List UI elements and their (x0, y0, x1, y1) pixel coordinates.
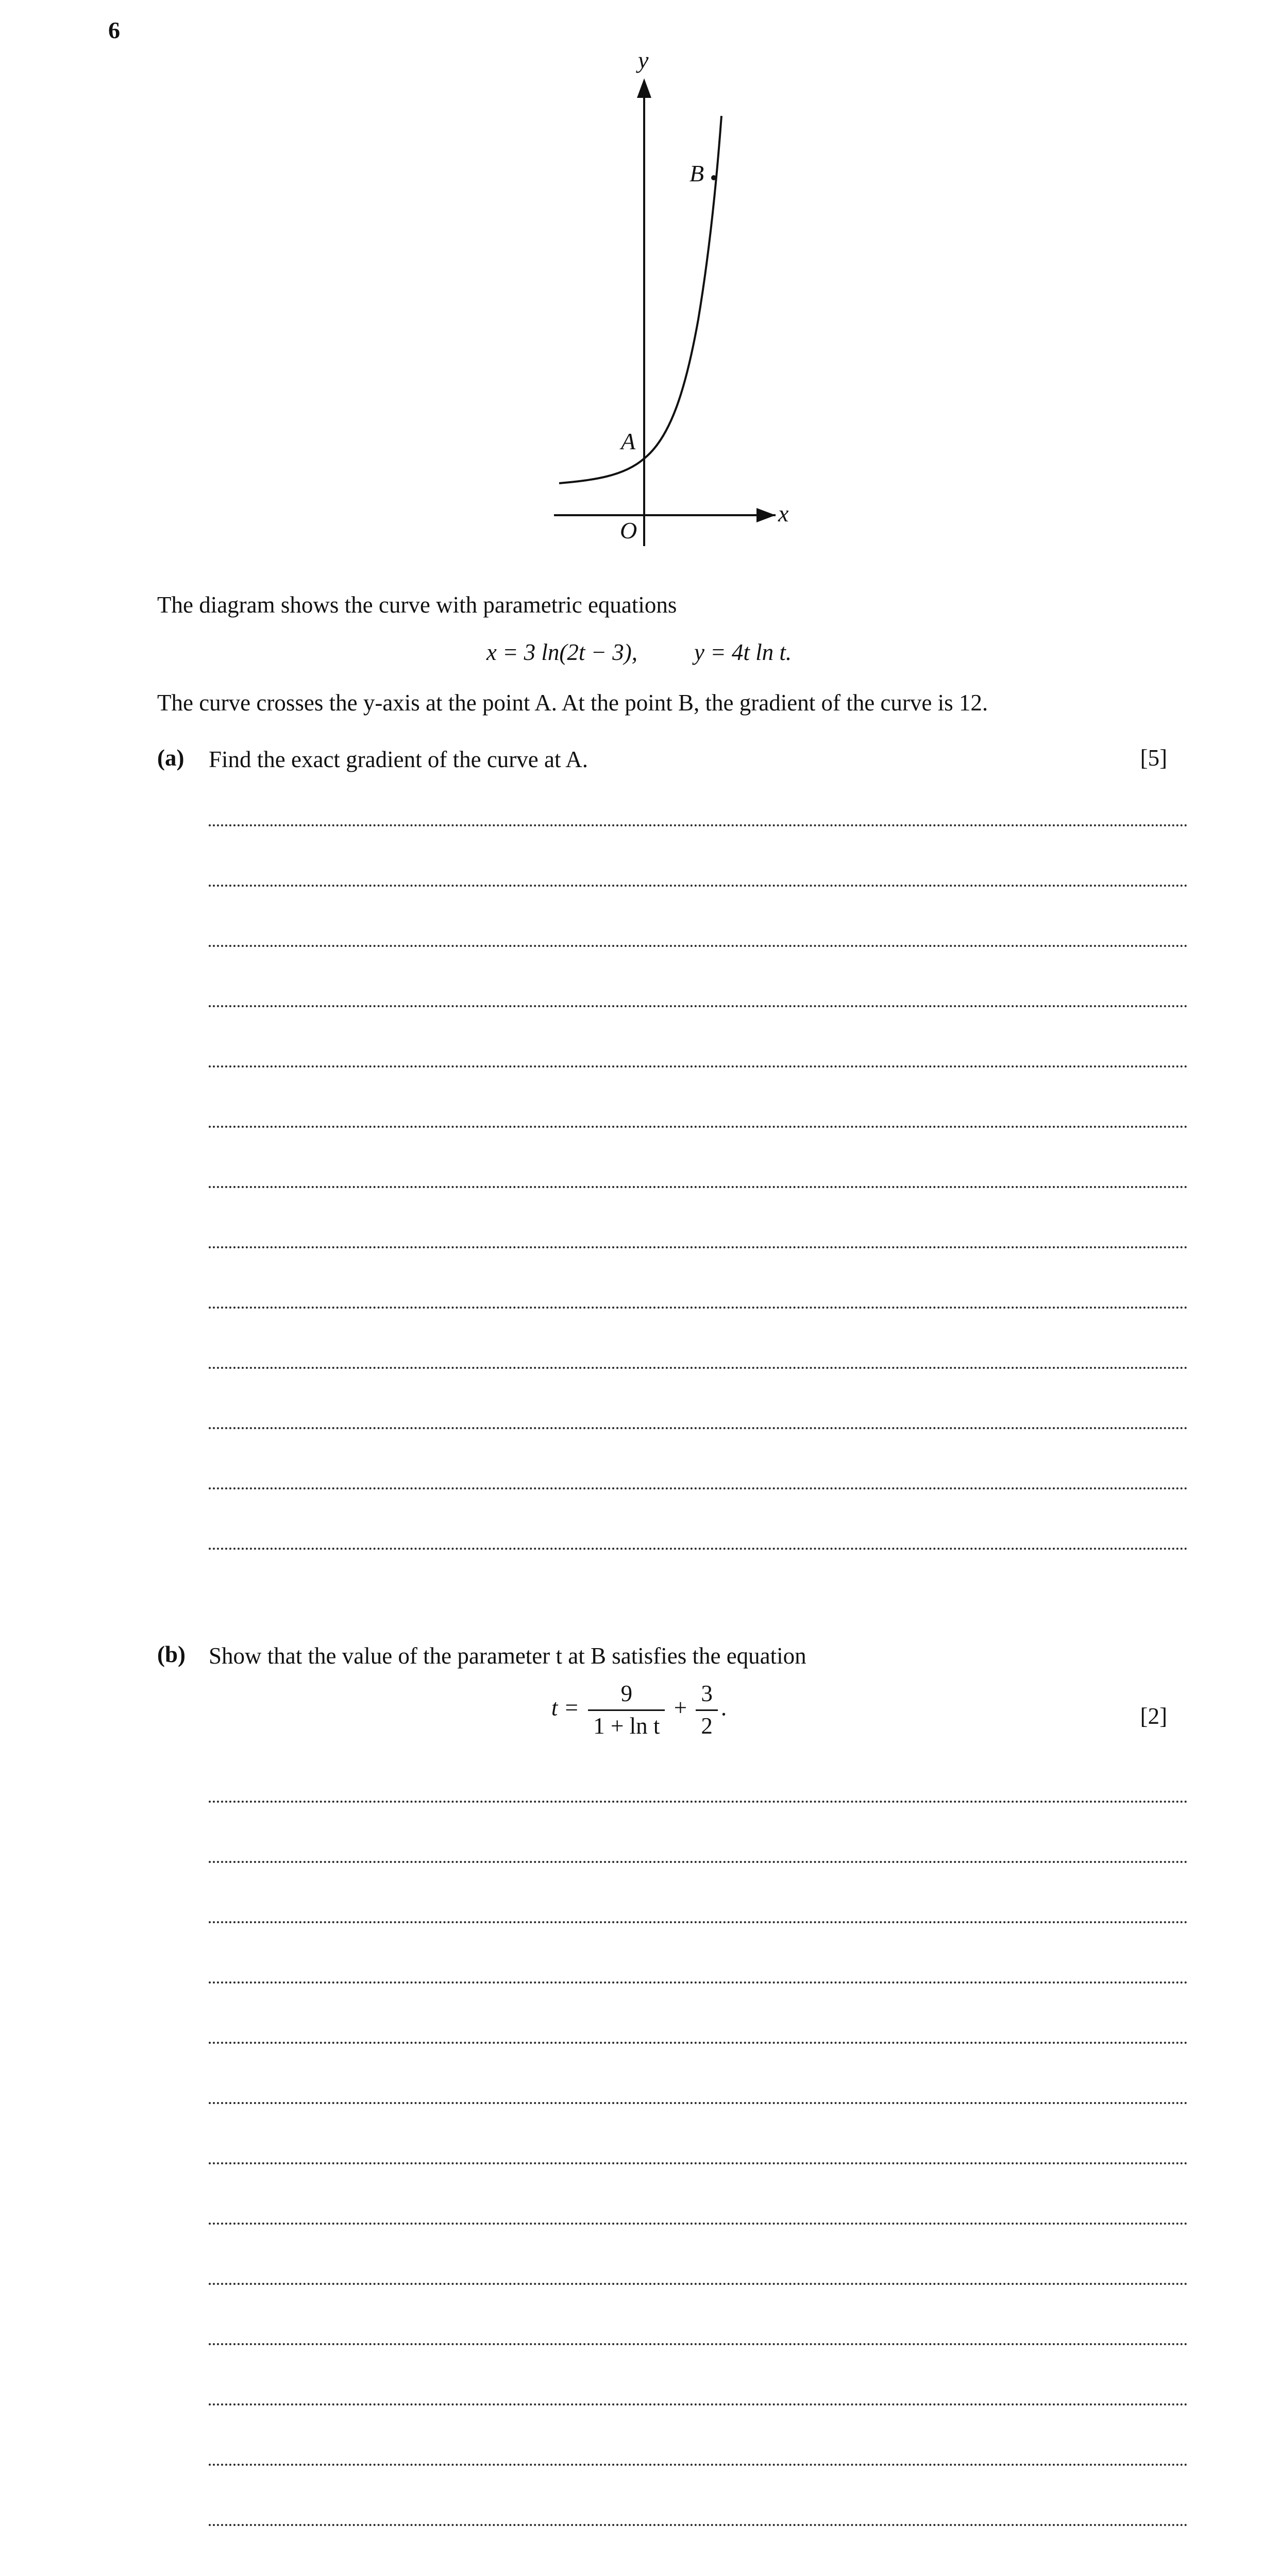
answer-line[interactable] (209, 2102, 1188, 2104)
answer-line[interactable] (209, 1005, 1188, 1007)
point-b-marker (711, 175, 716, 180)
parametric-equations (0, 639, 1278, 666)
fraction-2-denominator: 2 (701, 1713, 713, 1739)
answer-line[interactable] (209, 824, 1188, 826)
answer-line[interactable] (209, 2162, 1188, 2164)
answer-line[interactable] (209, 2403, 1188, 2405)
equation-lhs: t = (551, 1694, 580, 1721)
y-axis-label: y (638, 47, 649, 73)
fraction-2 (696, 1681, 718, 1740)
answer-line[interactable] (209, 2464, 1188, 2466)
point-b-label: B (690, 160, 704, 187)
part-b-label: (b) (157, 1641, 186, 1667)
intro-line-1: The diagram shows the curve with parametric equations (157, 592, 677, 618)
part-a-label: (a) (157, 745, 184, 771)
answer-line[interactable] (209, 1861, 1188, 1863)
equation-x: x = 3 ln(2t − 3), (486, 639, 638, 665)
part-b-answer-area[interactable] (209, 1801, 1188, 2537)
parametric-curve-diagram (536, 41, 814, 556)
part-a-answer-area[interactable] (209, 824, 1188, 1561)
answer-line[interactable] (209, 1246, 1188, 1248)
x-axis-label: x (778, 500, 789, 527)
page-number: 6 (108, 17, 120, 43)
fraction-1-denominator: 1 + ln t (593, 1713, 660, 1739)
answer-line[interactable] (209, 2524, 1188, 2526)
fraction-2-numerator: 3 (696, 1681, 718, 1711)
equation-end: . (720, 1694, 727, 1721)
answer-line[interactable] (209, 1548, 1188, 1550)
answer-line[interactable] (209, 1065, 1188, 1067)
part-a-marks: [5] (1140, 745, 1167, 771)
part-b-question: Show that the value of the parameter t at B satisfies the equation (209, 1643, 806, 1669)
answer-line[interactable] (209, 1186, 1188, 1188)
answer-line[interactable] (209, 945, 1188, 947)
y-axis-arrow-icon (637, 78, 651, 98)
part-b-marks: [2] (1140, 1703, 1167, 1729)
part-a-question: Find the exact gradient of the curve at A. (209, 747, 588, 772)
answer-line[interactable] (209, 1487, 1188, 1489)
answer-line[interactable] (209, 1126, 1188, 1128)
iterative-equation (0, 1681, 1278, 1740)
x-axis-arrow-icon (756, 508, 776, 522)
fraction-1 (588, 1681, 665, 1740)
answer-line[interactable] (209, 2223, 1188, 2225)
answer-line[interactable] (209, 1801, 1188, 1803)
intro-line-2: The curve crosses the y-axis at the point A. At the point B, the gradient of the curve is 12. (157, 690, 988, 716)
answer-line[interactable] (209, 1367, 1188, 1369)
answer-line[interactable] (209, 2283, 1188, 2285)
answer-line[interactable] (209, 1427, 1188, 1429)
answer-line[interactable] (209, 1307, 1188, 1309)
answer-line[interactable] (209, 1921, 1188, 1923)
answer-line[interactable] (209, 885, 1188, 887)
answer-line[interactable] (209, 2042, 1188, 2044)
answer-line[interactable] (209, 1981, 1188, 1984)
point-a-label: A (621, 428, 636, 454)
equation-y: y = 4t ln t. (694, 639, 792, 665)
fraction-1-numerator: 9 (588, 1681, 665, 1711)
origin-label: O (620, 517, 637, 544)
plus-sign: + (674, 1694, 687, 1721)
answer-line[interactable] (209, 2343, 1188, 2345)
